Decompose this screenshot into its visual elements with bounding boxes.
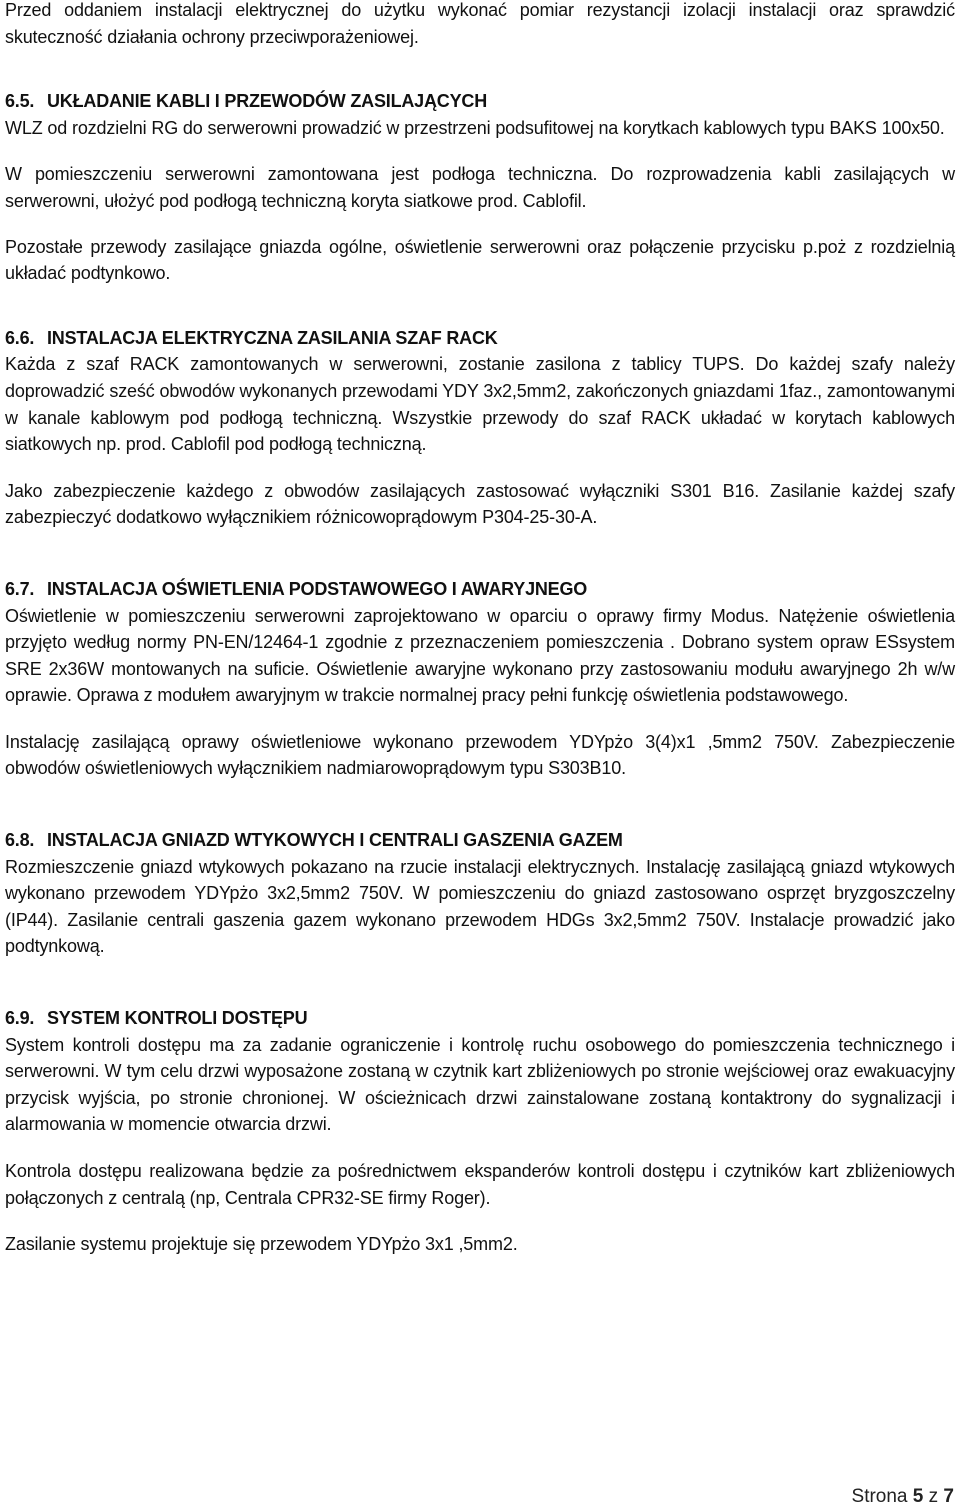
section-title: SYSTEM KONTROLI DOSTĘPU [47,1008,308,1029]
section-number: 6.8. [5,830,35,851]
intro-paragraph: Przed oddaniem instalacji elektrycznej do użytku wykonać pomiar rezystancji izolacji instalacji oraz sprawdzić skuteczność działania ochrony przeciwporażeniowej. [5,0,955,47]
page-label: Strona [851,1486,908,1507]
section-number: 6.6. [5,327,35,348]
section-heading [5,88,955,115]
paragraph: WLZ od rozdzielni RG do serwerowni prowadzić w przestrzeni podsufitowej na korytkach kablowych typu BAKS 100x50. [5,117,945,138]
section-heading [5,576,955,603]
section-6-6 [5,325,955,531]
section-title: INSTALACJA ELEKTRYCZNA ZASILANIA SZAF RACK [47,327,498,348]
paragraph: Oświetlenie w pomieszczeniu serwerowni zaprojektowano w oparciu o oprawy firmy Modus. Natężenie oświetlenia przyjęto według normy PN-EN/12464-1 zgodnie z przeznaczeniem pomieszczenia . Dobrano system opraw ESsystem SRE 2x36W montowanych na suficie. Oświetlenie awaryjne wykonano przy zastosowaniu modułu awaryjnego 2h w/w oprawie. Oprawa z modułem awaryjnym w trakcie normalnej pracy pełni funkcję oświetlenia podstawowego. [5,605,955,706]
document-page [5,0,955,1258]
section-number: 6.5. [5,91,35,112]
section-heading [5,325,955,352]
section-title: INSTALACJA OŚWIETLENIA PODSTAWOWEGO I AWARYJNEGO [47,578,588,599]
section-heading [5,827,955,854]
total-pages: 7 [943,1486,954,1507]
page-of-label: z [928,1486,939,1507]
paragraph: Jako zabezpieczenie każdego z obwodów zasilających zastosować wyłączniki S301 B16. Zasilanie każdej szafy zabezpieczyć dodatkowo wyłącznikiem różnicowoprądowym P304-25-30-A. [5,480,955,528]
paragraph: Każda z szaf RACK zamontowanych w serwerowni, zostanie zasilona z tablicy TUPS. Do każdej szafy należy doprowadzić sześć obwodów wykonanych przewodami YDY 3x2,5mm2, zakończonych gniazdami 1faz., zamontowanymi w kanale kablowym pod podłogą techniczną. Wszystkie przewody do szaf RACK układać w korytach kablowych siatkowych np. prod. Cablofil pod podłogą techniczną. [5,354,955,455]
section-title: UKŁADANIE KABLI I PRZEWODÓW ZASILAJĄCYCH [47,91,487,112]
paragraph: Zasilanie systemu projektuje się przewodem YDYpżo 3x1 ,5mm2. [5,1234,518,1255]
section-number: 6.9. [5,1008,35,1029]
section-6-9 [5,1005,955,1258]
section-6-7 [5,576,955,782]
section-6-8 [5,827,955,960]
section-heading [5,1005,955,1032]
paragraph: System kontroli dostępu ma za zadanie ograniczenie i kontrolę ruchu osobowego do pomieszczenia technicznego i serwerowni. W tym celu drzwi wyposażone zostaną w czytnik kart zbliżeniowych po stronie wejściowej oraz ewakuacyjny przycisk wyjścia, po stronie chronionej. W ościeżnicach drzwi zainstalowane zostaną kontaktrony do sygnalizacji i alarmowania w momencie otwarcia drzwi. [5,1034,955,1135]
current-page: 5 [912,1486,924,1507]
section-number: 6.7. [5,578,35,599]
paragraph: Instalację zasilającą oprawy oświetleniowe wykonano przewodem YDYpżo 3(4)x1 ,5mm2 750V. Zabezpieczenie obwodów oświetleniowych wyłącznikiem nadmiarowoprądowym typu S303B10. [5,731,955,779]
paragraph: Rozmieszczenie gniazd wtykowych pokazano na rzucie instalacji elektrycznych. Instalację zasilającą gniazd wtykowych wykonano przewodem YDYpżo 3x2,5mm2 750V. W pomieszczeniu do gniazd zastosowano osprzęt bryzgoszczelny (IP44). Zasilanie centrali gaszenia gazem wykonano przewodem HDGs 3x2,5mm2 750V. Instalacje prowadzić jako podtynkową. [5,856,955,957]
section-6-5 [5,88,955,287]
paragraph: W pomieszczeniu serwerowni zamontowana jest podłoga techniczna. Do rozprowadzenia kabli zasilających w serwerowni, ułożyć pod podłogą techniczną koryta siatkowe prod. Cablofil. [5,164,955,211]
paragraph: Kontrola dostępu realizowana będzie za pośrednictwem ekspanderów kontroli dostępu i czytników kart zbliżeniowych połączonych z centralą (np, Centrala CPR32-SE firmy Roger). [5,1161,955,1208]
section-title: INSTALACJA GNIAZD WTYKOWYCH I CENTRALI GASZENIA GAZEM [47,830,623,851]
paragraph: Pozostałe przewody zasilające gniazda ogólne, oświetlenie serwerowni oraz połączenie przycisku p.poż z rozdzielnią układać podtynkowo. [5,236,955,284]
